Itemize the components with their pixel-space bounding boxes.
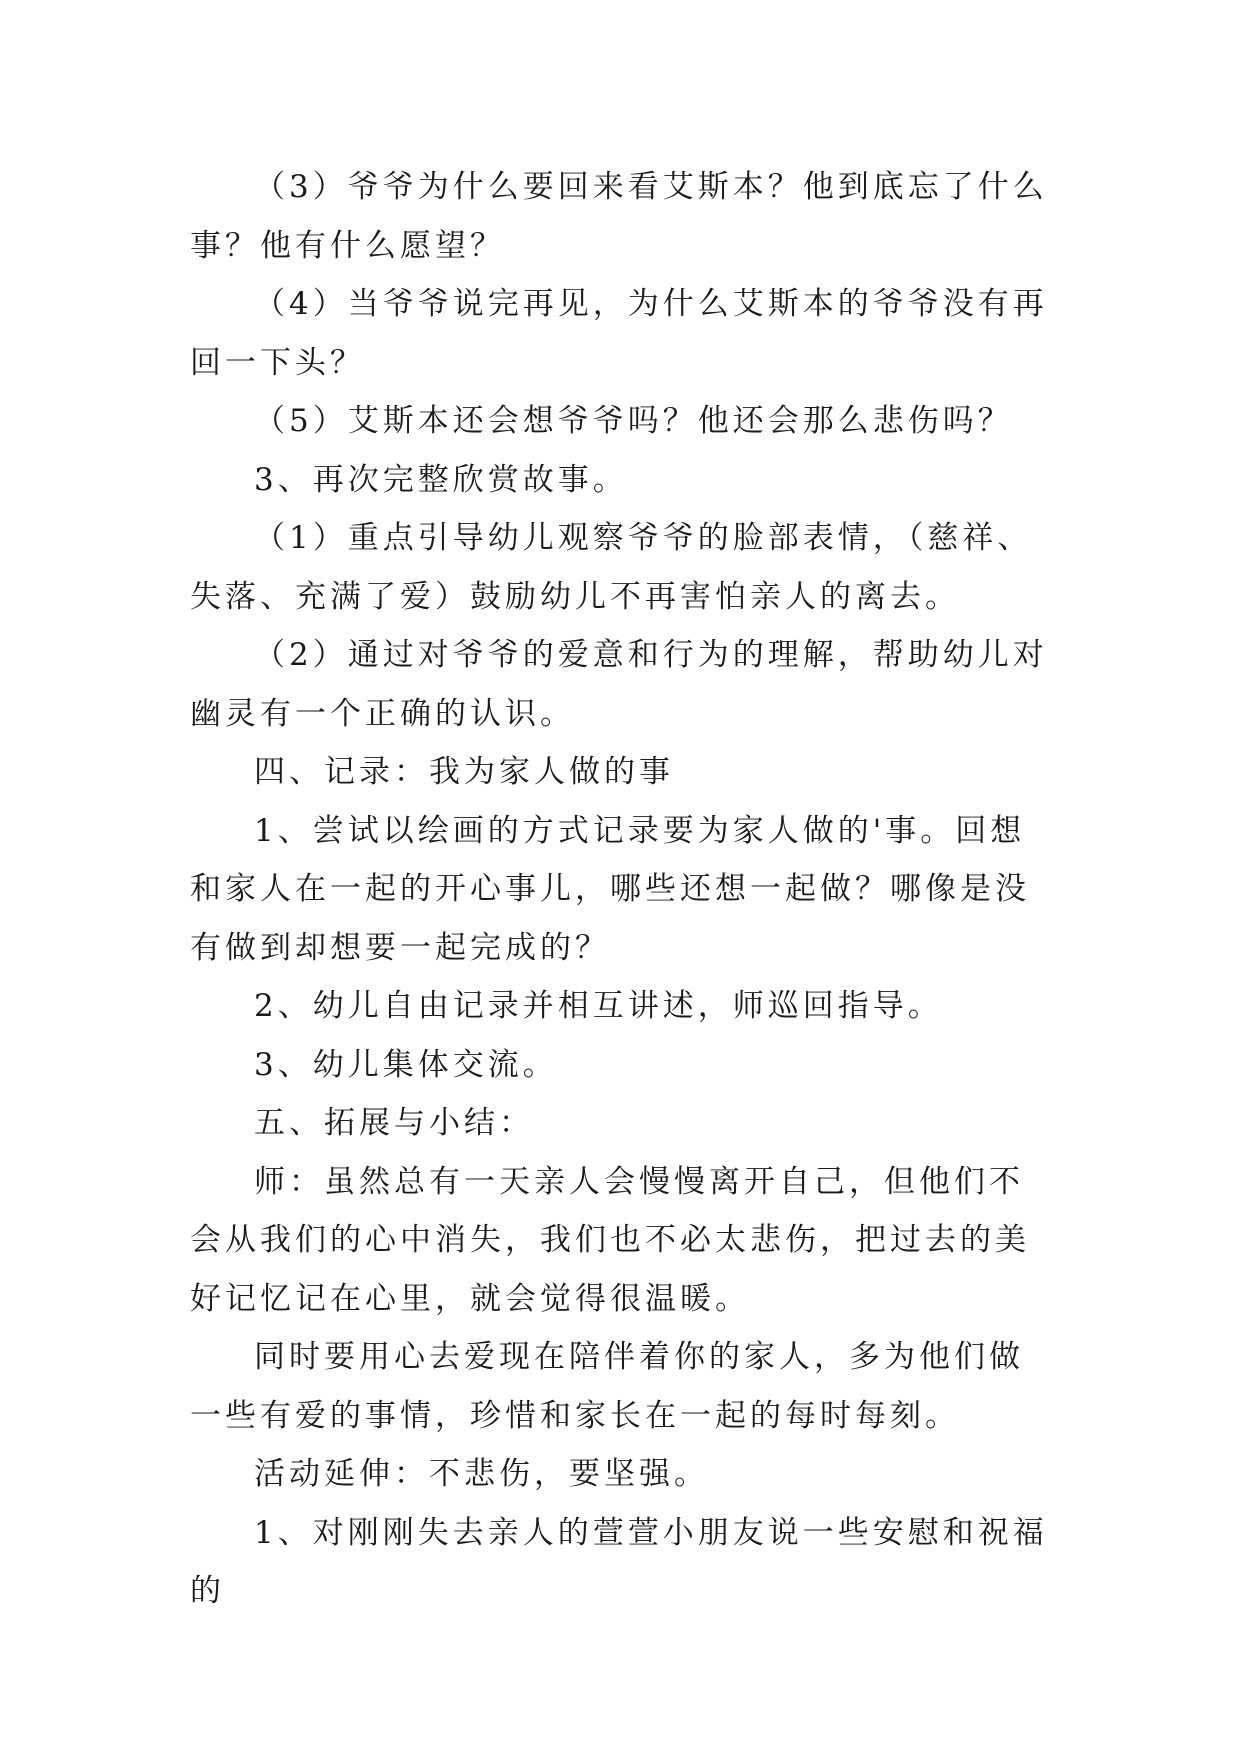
paragraph-extension-item-1: 1、对刚刚失去亲人的萱萱小朋友说一些安慰和祝福的 xyxy=(190,1514,1048,1609)
paragraph-step-3: 3、再次完整欣赏故事。 xyxy=(254,461,628,498)
paragraph-record-item-2: 2、幼儿自由记录并相互讲述，师巡回指导。 xyxy=(254,988,943,1024)
paragraph-teacher-summary: 师：虽然总有一天亲人会慢慢离开自己，但他们不会从我们的心中消失，我们也不必太悲伤，把过去的美好记忆记在心里，就会觉得很温暖。 xyxy=(190,1163,1030,1317)
paragraph-question-4: （4）当爷爷说完再见，为什么艾斯本的爷爷没有再回一下头？ xyxy=(190,286,1048,381)
paragraph-question-3: （3）爷爷为什么要回来看艾斯本？他到底忘了什么事？他有什么愿望？ xyxy=(190,169,1048,264)
paragraph-record-item-1: 1、尝试以绘画的方式记录要为家人做的'事。回想和家人在一起的开心事儿，哪些还想一起做？哪像是没有做到却想要一起完成的？ xyxy=(190,812,1030,966)
paragraph-summary-continued: 同时要用心去爱现在陪伴着你的家人，多为他们做一些有爱的事情，珍惜和家长在一起的每时每刻。 xyxy=(190,1339,1024,1434)
paragraph-step-3-item-1: （1）重点引导幼儿观察爷爷的脸部表情，（慈祥、失落、充满了爱）鼓励幼儿不再害怕亲人的离去。 xyxy=(190,520,1033,615)
paragraph-question-5: （5）艾斯本还会想爷爷吗？他还会那么悲伤吗？ xyxy=(254,403,1013,439)
paragraph-step-3-item-2: （2）通过对爷爷的爱意和行为的理解，帮助幼儿对幽灵有一个正确的认识。 xyxy=(190,637,1048,732)
document-body xyxy=(190,158,1050,1621)
section-heading-summary: 五、拓展与小结： xyxy=(254,1105,534,1141)
paragraph-record-item-3: 3、幼儿集体交流。 xyxy=(254,1046,558,1083)
section-heading-record: 四、记录：我为家人做的事 xyxy=(254,754,674,790)
paragraph-activity-extension: 活动延伸：不悲伤，要坚强。 xyxy=(254,1456,709,1492)
